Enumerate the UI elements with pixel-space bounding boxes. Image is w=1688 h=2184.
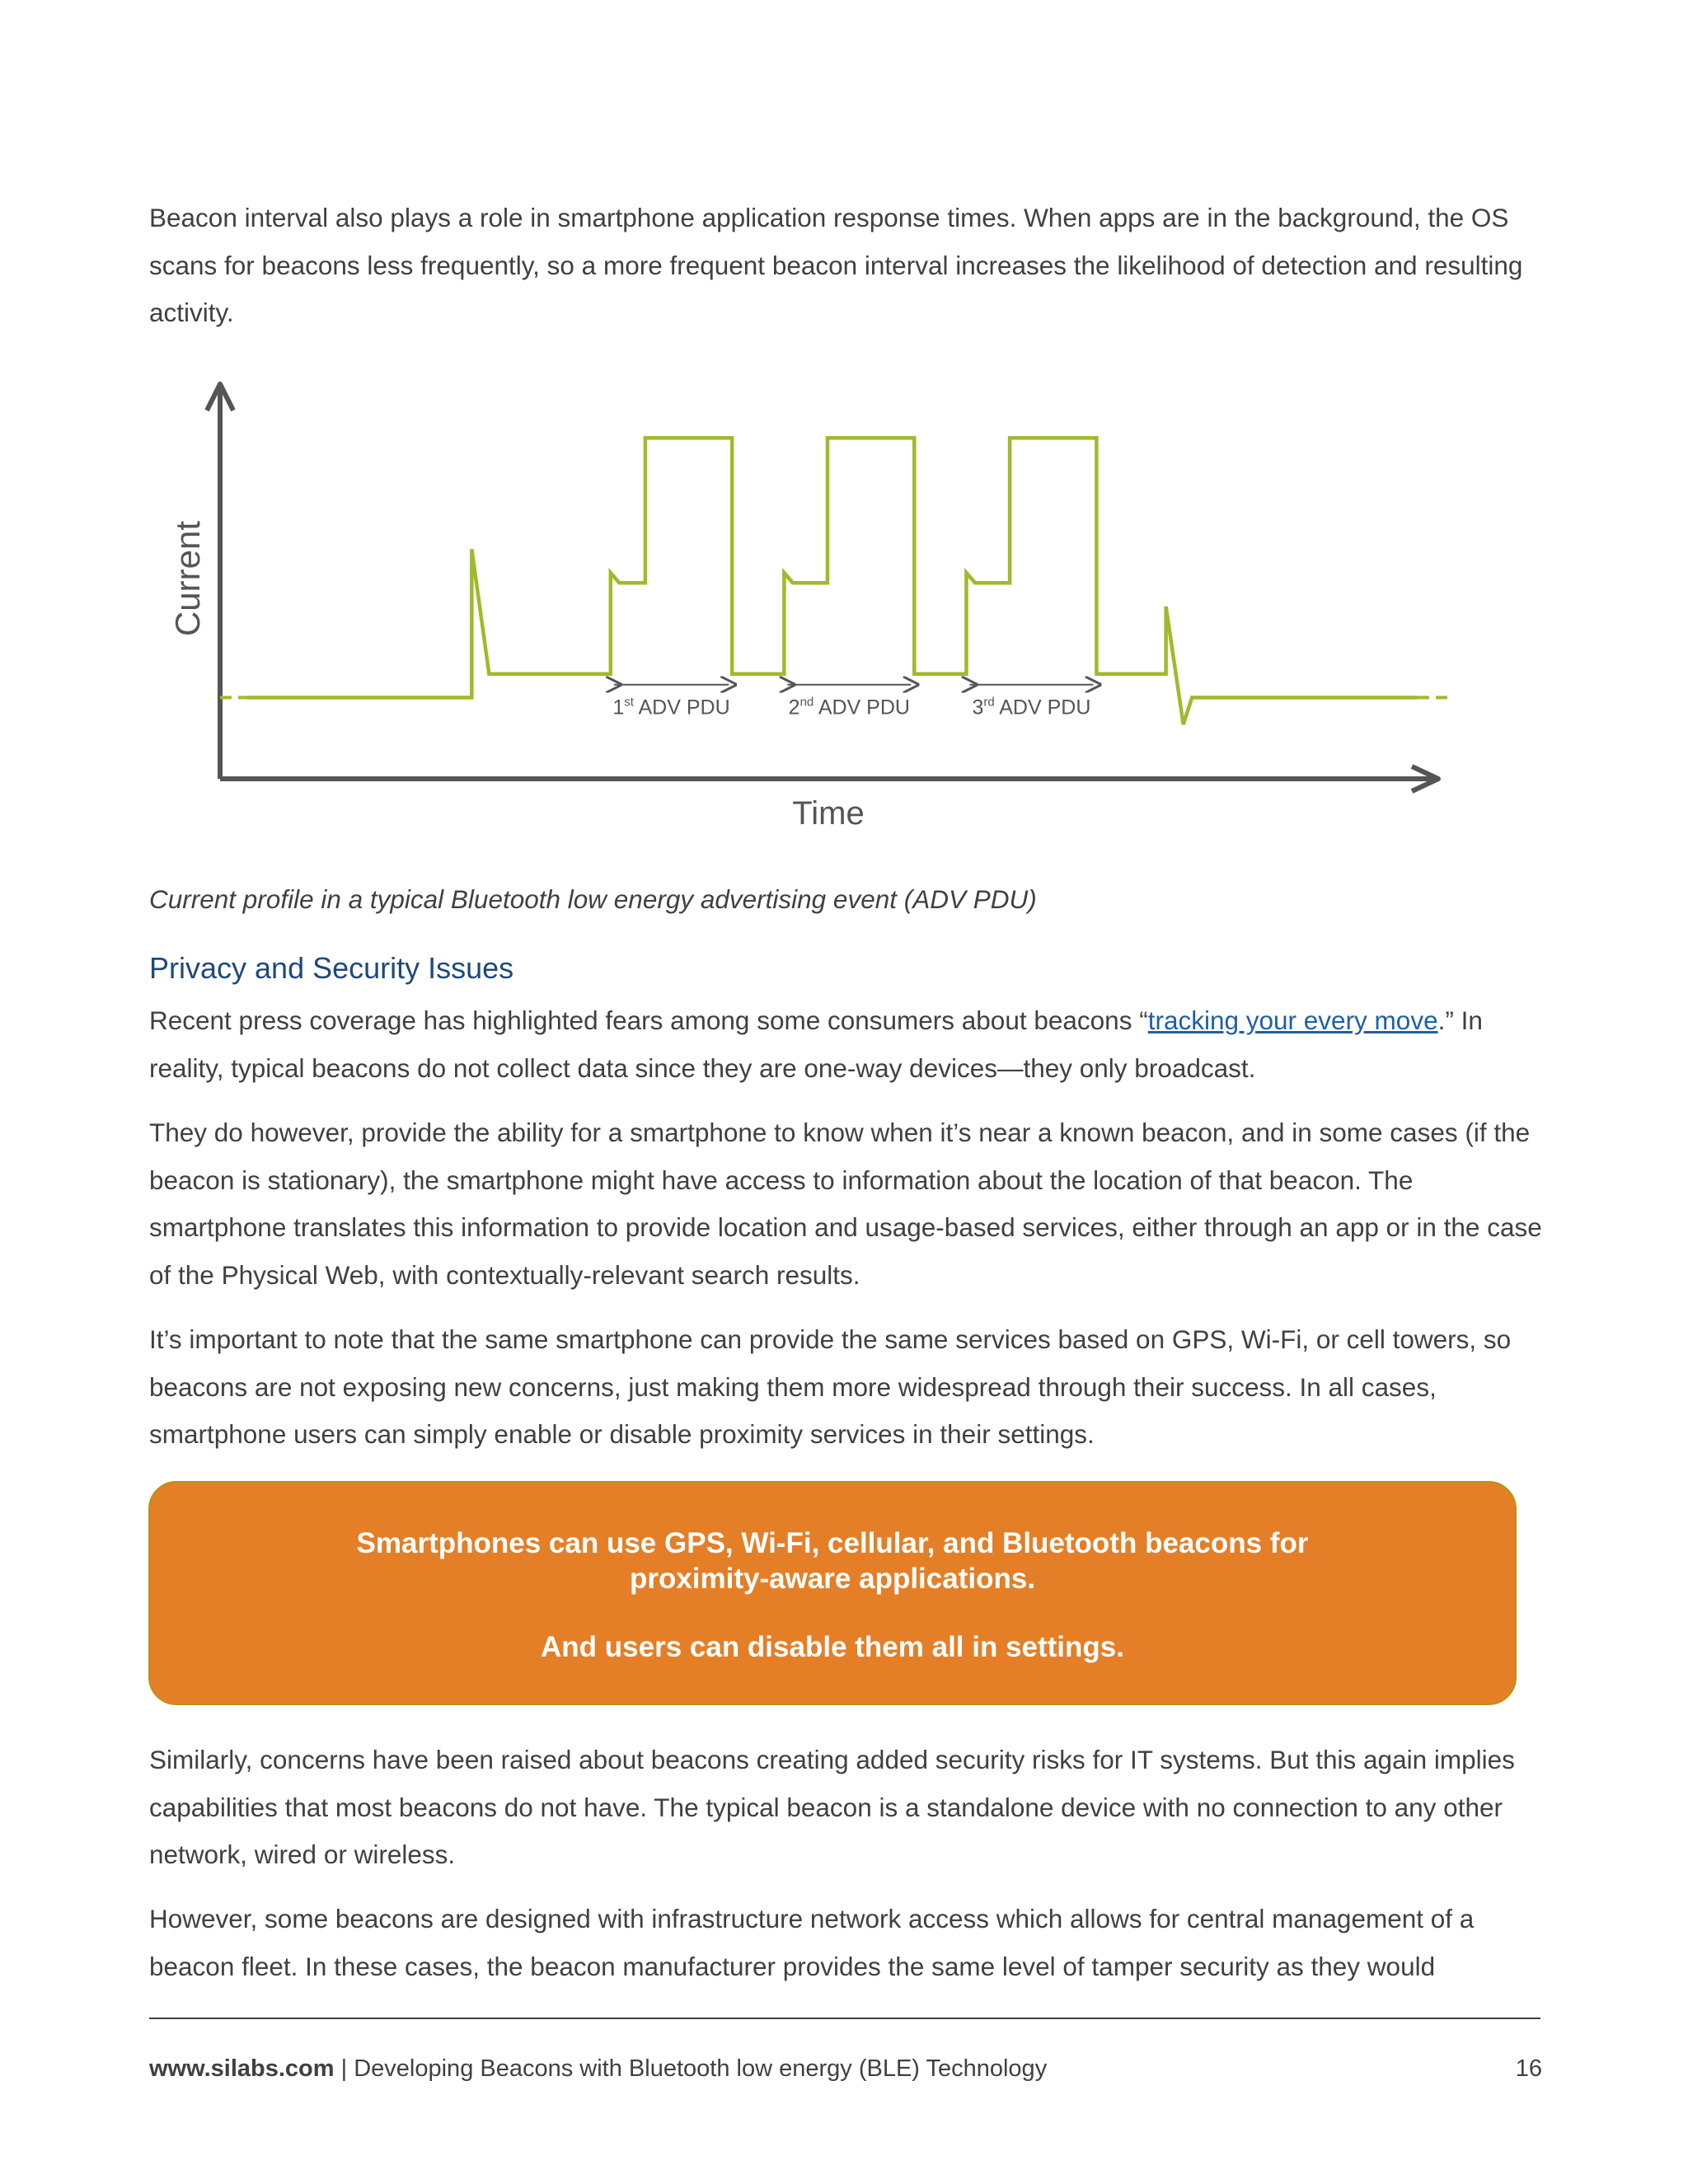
annotation-label-3: 3rd ADV PDU: [972, 695, 1091, 719]
figure-caption: Current profile in a typical Bluetooth low energy advertising event (ADV PDU): [149, 884, 1037, 914]
current-profile-chart: [149, 363, 1468, 857]
series-line-current: [246, 438, 1418, 724]
tracking-link[interactable]: tracking your every move: [1147, 1005, 1438, 1035]
section-heading: Privacy and Security Issues: [149, 951, 514, 985]
paragraph-smartphone-ability: They do however, provide the ability for a smartphone to know when it’s near a known beacon, and in some cases (if the beacon is stationary), the smartphone might have access to information about the location of that beacon. The smartphone translates this information to provide location and usage-based services, either through an app or in the case of the Physical Web, with contextually-relevant search results.: [149, 1118, 1542, 1290]
paragraph-infrastructure: However, some beacons are designed with infrastructure network access which allows for central management of a beacon fleet. In these cases, the beacon manufacturer provides the same level of tamper security as they would: [149, 1904, 1475, 1981]
page-number: 16: [1515, 2055, 1542, 2082]
paragraph-press-coverage-start: Recent press coverage has highlighted fears among some consumers about beacons “: [149, 1005, 1148, 1035]
y-axis-label: Current: [168, 520, 207, 637]
footer-site-link[interactable]: www.silabs.com: [149, 2055, 335, 2082]
chart-plot-area: [220, 438, 1452, 724]
footer-doc-title: Developing Beacons with Bluetooth low energy (BLE) Technology: [354, 2055, 1048, 2082]
x-axis-label: Time: [792, 795, 865, 832]
callout-line-2: And users can disable them all in settings.: [541, 1631, 1124, 1663]
footer-divider: [149, 2018, 1540, 2019]
paragraph-press-coverage-end: .” In reality, typical beacons do not collect data since they are one-way devices—they only broadcast.: [149, 1005, 1483, 1083]
annotation-label-1: 1st ADV PDU: [612, 695, 730, 719]
chart-axes: [207, 384, 1438, 791]
footer-separator: |: [334, 2055, 354, 2082]
paragraph-important-note: It’s important to note that the same smartphone can provide the same services based on GPS, Wi-Fi, or cell towers, so beacons are not exposing new concerns, just making them more widespread through their success. In all cases, smartphone users can simply enable or disable proximity services in their settings.: [149, 1324, 1512, 1449]
paragraph-security-risks: Similarly, concerns have been raised about beacons creating added security risks for IT systems. But this again implies capabilities that most beacons do not have. The typical beacon is a standalone device with no connection to any other network, wired or wireless.: [149, 1745, 1515, 1869]
annotation-label-2: 2nd ADV PDU: [788, 695, 910, 719]
page-footer: [149, 2052, 1542, 2085]
paragraph-press-coverage: [149, 997, 1542, 1092]
callout-box: [148, 1481, 1517, 1705]
callout-line-1: Smartphones can use GPS, Wi-Fi, cellular, and Bluetooth beacons for proximity-aware applications.: [356, 1527, 1309, 1595]
intro-paragraph: Beacon interval also plays a role in smartphone application response times. When apps are in the background, the OS scans for beacons less frequently, so a more frequent beacon interval increases the likelihood of detection and resulting activity.: [149, 203, 1523, 327]
